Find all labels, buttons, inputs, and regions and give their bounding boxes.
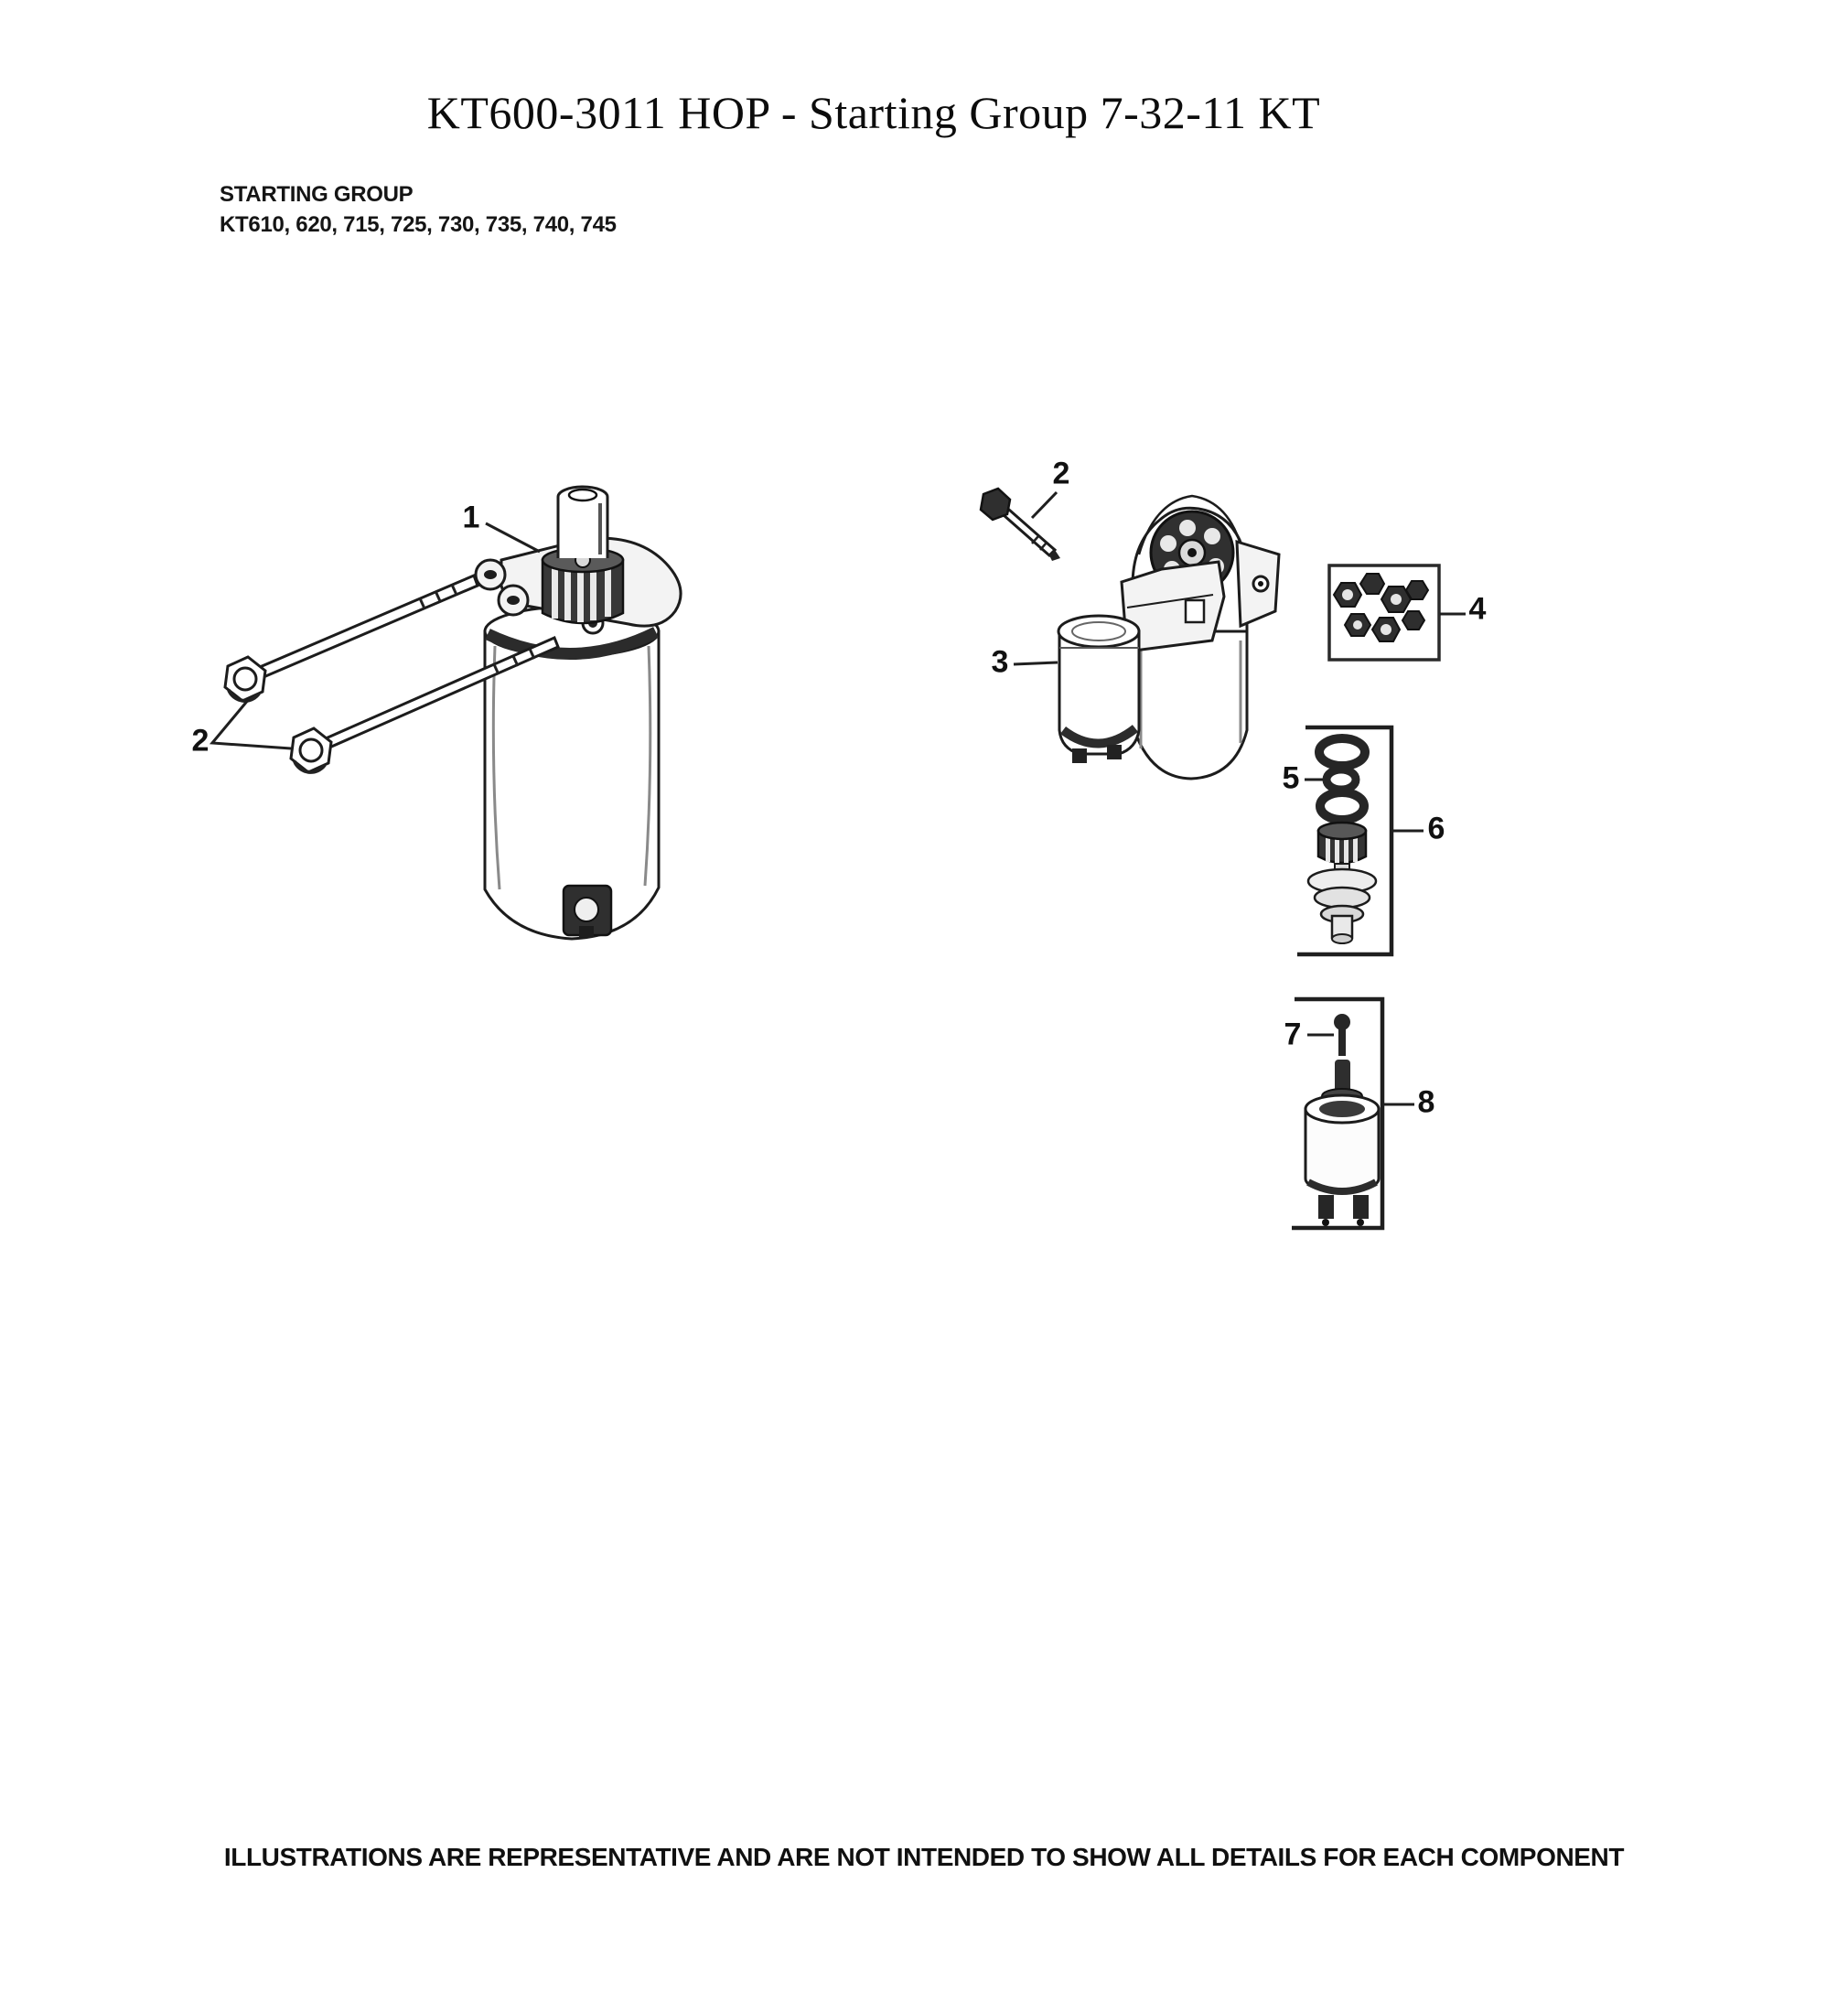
- callout-6-drive-kit: 6: [1427, 811, 1445, 846]
- starter-shaft: [558, 487, 607, 558]
- solenoid-kit-group: [1292, 999, 1414, 1228]
- assembly-motor-body: [1134, 631, 1247, 779]
- solenoid-part: [1305, 1060, 1379, 1226]
- right-starter-illustration: [981, 489, 1279, 779]
- callout-4-hardware-kit: 4: [1468, 591, 1487, 627]
- callout-8-solenoid-kit: 8: [1417, 1084, 1435, 1120]
- page-title: KT600-3011 HOP - Starting Group 7-32-11 KT: [426, 87, 1321, 138]
- bolt-upper: [225, 576, 478, 701]
- callout-1-starter-motor: 1: [462, 500, 480, 535]
- drive-kit-group: [1297, 727, 1424, 954]
- group-models: KT610, 620, 715, 725, 730, 735, 740, 745: [220, 212, 617, 237]
- starter-terminal: [564, 886, 611, 937]
- drive-gear: [543, 548, 623, 623]
- left-starter-illustration: [476, 487, 681, 939]
- disclaimer-text: ILLUSTRATIONS ARE REPRESENTATIVE AND ARE NOT INTENDED TO SHOW ALL DETAILS FOR EACH COMPONENT: [223, 1843, 1625, 1871]
- assembly-solenoid: [1058, 616, 1139, 763]
- mount-flange: [1237, 542, 1279, 626]
- retainer-rings: [1319, 738, 1365, 820]
- callout-5-retainer-set: 5: [1282, 760, 1300, 796]
- hardware-nuts: [1334, 574, 1428, 641]
- group-heading: STARTING GROUP: [220, 182, 414, 207]
- callout-3-starter-assembly: 3: [991, 644, 1009, 680]
- hardware-kit-box: [1329, 565, 1466, 660]
- callout-2-bolts-left: 2: [191, 723, 210, 759]
- callout-2-bolt-right: 2: [1052, 456, 1070, 491]
- starter-drive-assembly: [1308, 823, 1376, 943]
- callout-7-plunger-pin: 7: [1284, 1017, 1302, 1052]
- plunger-pin: [1334, 1014, 1350, 1056]
